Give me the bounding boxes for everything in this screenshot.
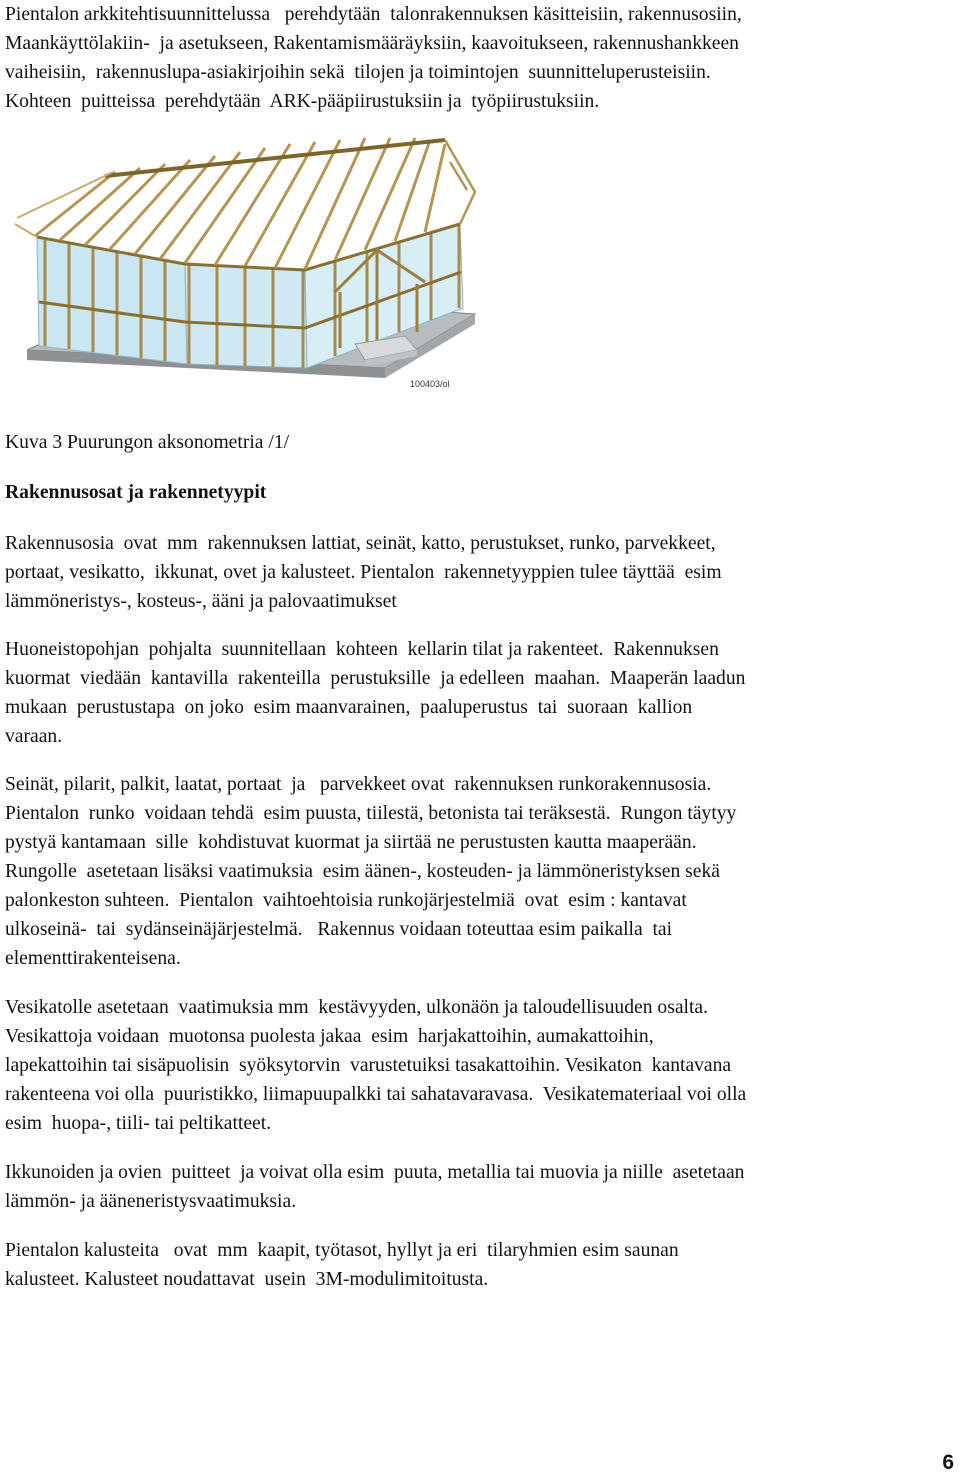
text-line: rakenteena voi olla puuristikko, liimapuupalkki tai sahatavaravasa. Vesikatemateriaal voi olla	[5, 1084, 747, 1105]
text-line: Ikkunoiden ja ovien puitteet ja voivat olla esim puuta, metallia tai muovia ja niille asetetaan	[5, 1162, 745, 1183]
text-line: mukaan perustustapa on joko esim maanvarainen, paaluperustus tai suoraan kallion	[5, 697, 693, 718]
text-line: Maankäyttölakiin- ja asetukseen, Rakentamismääräyksiin, kaavoitukseen, rakennushankkeen	[5, 33, 739, 54]
text-line: pystyä kantamaan sille kohdistuvat kuormat ja siirtää ne perustusten kautta maaperään.	[5, 832, 697, 853]
text-line: esim huopa-, tiili- tai peltikatteet.	[5, 1113, 272, 1134]
paragraph-windows-doors	[5, 1158, 953, 1216]
text-line: Huoneistopohjan pohjalta suunnitellaan kohteen kellarin tilat ja rakenteet. Rakennuksen	[5, 639, 719, 660]
text-line: Vesikattoja voidaan muotonsa puolesta jakaa esim harjakattoihin, aumakattoihin,	[5, 1026, 654, 1047]
text-line: elementtirakenteisena.	[5, 948, 181, 969]
text-line: vaiheisiin, rakennuslupa-asiakirjoihin sekä tilojen ja toimintojen suunnitteluperusteisiin.	[5, 62, 711, 83]
section-heading: Rakennusosat ja rakennetyypit	[5, 482, 267, 503]
text-line: portaat, vesikatto, ikkunat, ovet ja kalusteet. Pientalon rakennetyyppien tulee täyttää esim	[5, 562, 722, 583]
timber-frame-drawing	[5, 132, 485, 404]
text-line: Vesikatolle asetetaan vaatimuksia mm kestävyyden, ulkonäön ja taloudellisuuden osalta.	[5, 997, 709, 1018]
text-line: Seinät, pilarit, palkit, laatat, portaat ja parvekkeet ovat rakennuksen runkorakennusosia.	[5, 774, 712, 795]
text-line: palonkeston suhteen. Pientalon vaihtoehtoisia runkojärjestelmiä ovat esim : kantavat	[5, 890, 687, 911]
text-line: kalusteet. Kalusteet noudattavat usein 3M-modulimitoitusta.	[5, 1269, 489, 1290]
text-line: Rakennusosia ovat mm rakennuksen lattiat, seinät, katto, perustukset, runko, parvekkeet,	[5, 533, 716, 554]
intro-paragraph	[5, 0, 953, 116]
paragraph-frame	[5, 770, 953, 973]
text-line: varaan.	[5, 726, 63, 747]
text-line: Pientalon runko voidaan tehdä esim puusta, tiilestä, betonista tai teräksestä. Rungon täytyy	[5, 803, 737, 824]
paragraph-roof	[5, 993, 953, 1138]
text-line: lapekattoihin tai sisäpuolisin syöksytorvin varustetuiksi tasakattoihin. Vesikaton kantavana	[5, 1055, 732, 1076]
text-line: lämmön- ja ääneneristysvaatimuksia.	[5, 1191, 297, 1212]
text-line: Kohteen puitteissa perehdytään ARK-pääpiirustuksiin ja työpiirustuksiin.	[5, 91, 600, 112]
text-line: Pientalon kalusteita ovat mm kaapit, työtasot, hyllyt ja eri tilaryhmien esim saunan	[5, 1240, 679, 1261]
timber-frame-axonometric-figure	[5, 132, 485, 404]
paragraph-building-parts	[5, 529, 953, 616]
paragraph-foundations	[5, 635, 953, 751]
text-line: Pientalon arkkitehtisuunnittelussa perehdytään talonrakennuksen käsitteisiin, rakennusosiin,	[5, 4, 742, 25]
paragraph-fixtures	[5, 1236, 953, 1294]
text-line: lämmöneristys-, kosteus-, ääni ja palovaatimukset	[5, 591, 397, 612]
text-line: kuormat viedään kantavilla rakenteilla perustuksille ja edelleen maahan. Maaperän laadun	[5, 668, 746, 689]
figure-caption: Kuva 3 Puurungon aksonometria /1/	[5, 432, 290, 453]
text-line: ulkoseinä- tai sydänseinäjärjestelmä. Rakennus voidaan toteuttaa esim paikalla tai	[5, 919, 673, 940]
text-line: Rungolle asetetaan lisäksi vaatimuksia esim äänen-, kosteuden- ja lämmöneristyksen sekä	[5, 861, 720, 882]
drawing-stamp: 100403/ol	[410, 379, 450, 389]
page-number: 6	[942, 1451, 954, 1474]
